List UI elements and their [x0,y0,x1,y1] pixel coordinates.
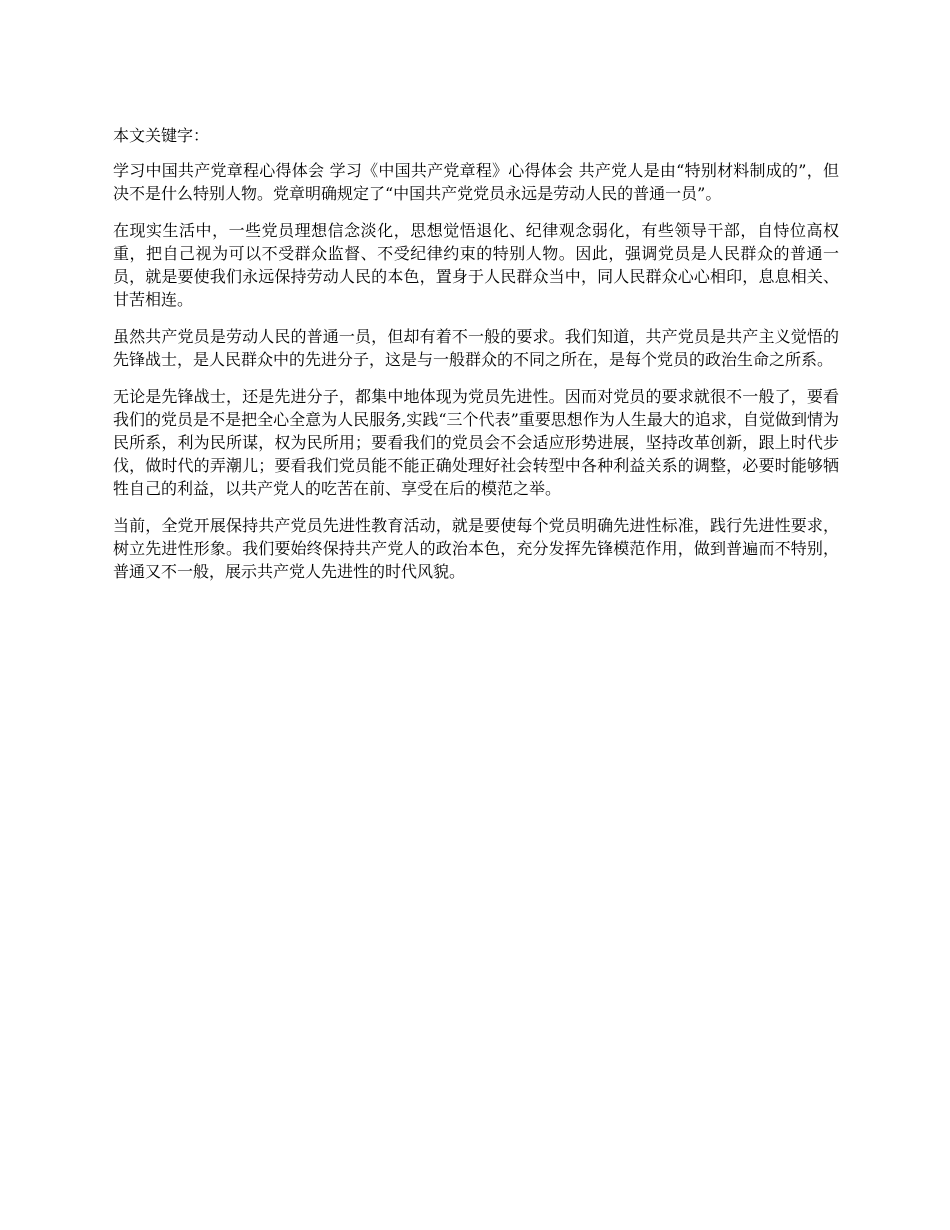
paragraph-3: 虽然共产党员是劳动人民的普通一员，但却有着不一般的要求。我们知道，共产党员是共产主义觉悟的先锋战士，是人民群众中的先进分子，这是与一般群众的不同之所在，是每个党员的政治生命之所系。 [113,327,839,369]
paragraph-5: 当前，全党开展保持共产党员先进性教育活动，就是要使每个党员明确先进性标准，践行先进性要求，树立先进性形象。我们要始终保持共产党人的政治本色，充分发挥先锋模范作用，做到普遍而不特别，普通又不一般，展示共产党人先进性的时代风貌。 [113,516,839,581]
keywords-label: 本文关键字： [113,126,210,145]
paragraph-4: 无论是先锋战士，还是先进分子，都集中地体现为党员先进性。因而对党员的要求就很不一般了，要看我们的党员是不是把全心全意为人民服务,实践“三个代表”重要思想作为人生最大的追求，自觉做到情为民所系，利为民所谋，权为民所用；要看我们的党员会不会适应形势进展，坚持改革创新，跟上时代步伐，做时代的弄潮儿；要看我们党员能不能正确处理好社会转型中各种利益关系的调整，必要时能够牺牲自己的利益，以共产党人的吃苦在前、享受在后的模范之举。 [113,387,839,498]
paragraph-2: 在现实生活中，一些党员理想信念淡化，思想觉悟退化、纪律观念弱化，有些领导干部，自恃位高权重，把自己视为可以不受群众监督、不受纪律约束的特别人物。因此，强调党员是人民群众的普通一员，就是要使我们永远保持劳动人民的本色，置身于人民群众当中，同人民群众心心相印，息息相关、甘苦相连。 [113,221,839,309]
document-body [113,124,839,597]
paragraph-1: 学习中国共产党章程心得体会 学习《中国共产党章程》心得体会 共产党人是由“特别材料制成的”，但决不是什么特别人物。党章明确规定了“中国共产党党员永远是劳动人民的普通一员”。 [113,161,839,203]
